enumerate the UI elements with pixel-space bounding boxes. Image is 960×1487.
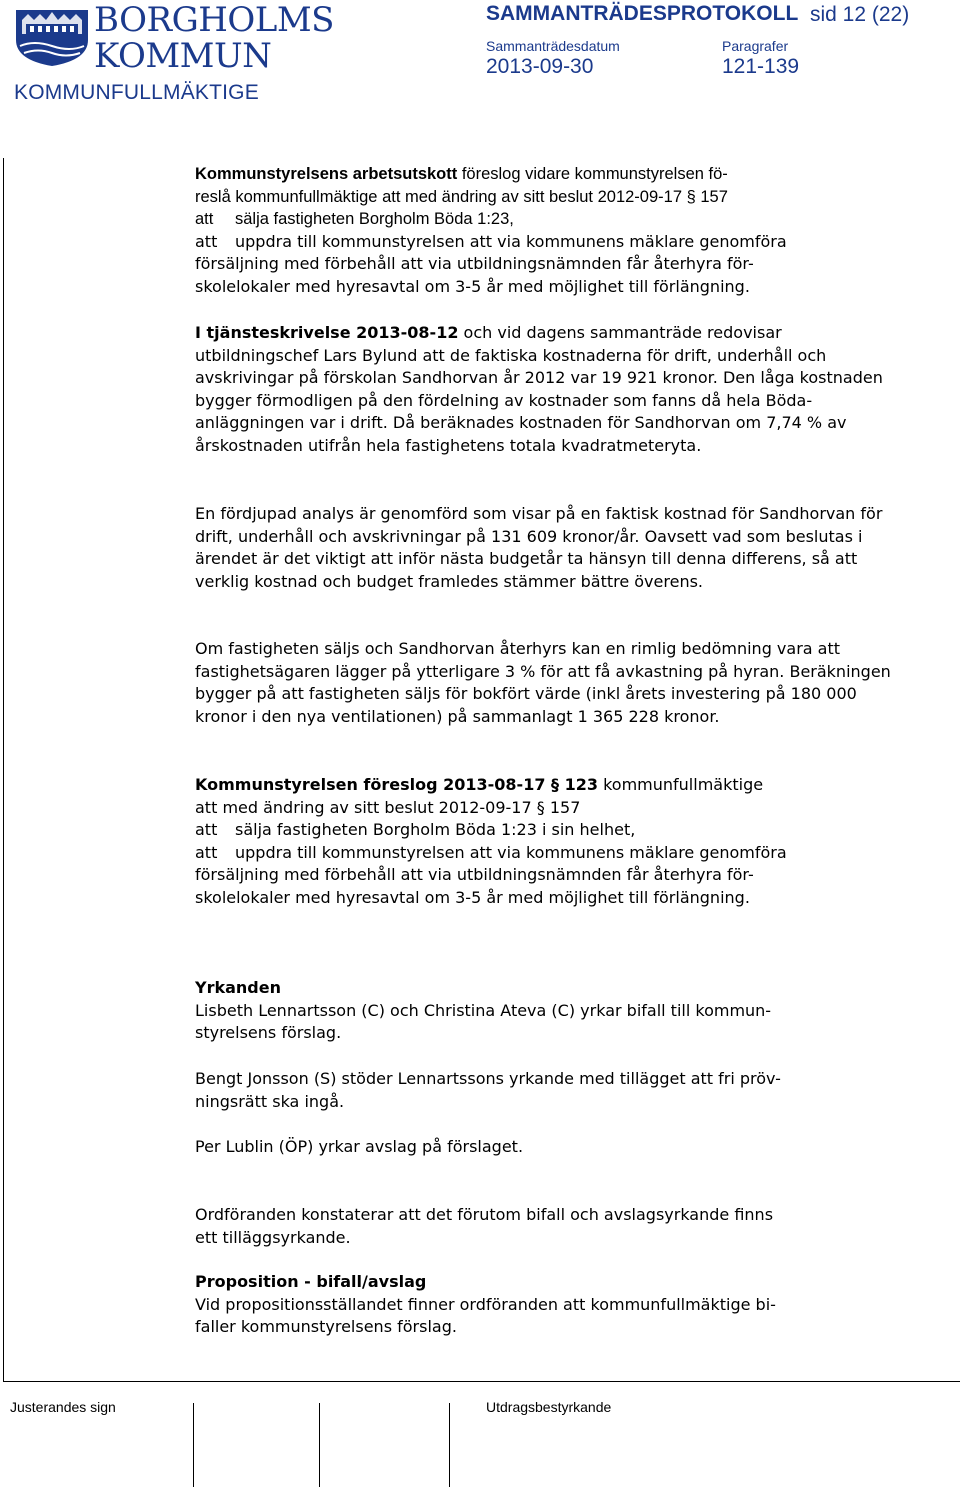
- chair-statement-line: Ordföranden konstaterar att det förutom bifall och avslagsyrkande finns: [195, 1205, 774, 1224]
- proposition-heading: Proposition - bifall/avslag: [195, 1272, 427, 1291]
- decision-item-commission-cont: försäljning med förbehåll att via utbildningsnämnden får återhyra för-: [195, 865, 754, 885]
- proposal-work-committee-intro: föreslog vidare kommunstyrelsen fö-: [457, 165, 728, 183]
- logo-wordmark-line2: KOMMUN: [94, 36, 272, 76]
- decision-item-commission: uppdra till kommunstyrelsen att via kommunens mäklare genomföra: [235, 842, 787, 862]
- proposition-section: [195, 1271, 895, 1339]
- analysis-text: En fördjupad analys är genomförd som visar på en faktisk kostnad för Sandhorvan för drift, underhåll och avskrivningar på 131 609 kronor/år. Oavsett vad som beslutas i ärendet är det viktigt att inför nästa budgetår ta hänsyn till denna differens, så att verklig kostnad och budget framledes stämmer bättre överens.: [195, 504, 883, 591]
- municipal-crest-icon: [14, 6, 90, 68]
- proposition-line: Vid propositionsställandet finner ordföranden att kommunfullmäktige bi-: [195, 1294, 776, 1314]
- proposal-executive-board: [195, 774, 895, 910]
- analysis-paragraph: [195, 503, 895, 593]
- att-word: att: [195, 842, 218, 862]
- meeting-date-value: 2013-09-30: [486, 55, 594, 78]
- motions-section: [195, 977, 895, 1045]
- motion-amendment: [195, 1068, 895, 1113]
- proposal-executive-board-line2: att med ändring av sitt beslut 2012-09-17 § 157: [195, 797, 581, 817]
- logo-wordmark-line1: BORGHOLMS: [94, 0, 334, 40]
- official-report-text: och vid dagens sammanträde redovisar utbildningschef Lars Bylund att de faktiska kostnaderna för drift, underhåll och avskrivingar på förskolan Sandhorvan år 2012 var 19 921 kronor. Den låga kostnaden bygger förmodligen på den fördelning av kostnader som fanns då hela Böda-anläggningen var i drift. Då beräknades kostnaden för Sandhorvan om 7,74 % av årskostnaden utifrån hela fastighetens totala kvadratmeteryta.: [195, 323, 883, 455]
- proposition-line: faller kommunstyrelsens förslag.: [195, 1317, 457, 1337]
- official-report-heading: I tjänsteskrivelse 2013-08-12: [195, 323, 459, 342]
- paragraphs-label: Paragrafer: [722, 38, 789, 54]
- document-title: SAMMANTRÄDESPROTOKOLL: [486, 2, 799, 25]
- official-report-paragraph: [195, 322, 895, 458]
- rent-assessment-paragraph: [195, 638, 895, 728]
- meeting-date-label: Sammanträdesdatum: [486, 38, 620, 54]
- signature-box-divider: [319, 1403, 320, 1487]
- chair-statement-line: ett tilläggsyrkande.: [195, 1227, 351, 1247]
- decision-item-commission-cont: skolelokaler med hyresavtal om 3-5 år med möjlighet till förlängning.: [195, 887, 750, 907]
- proposal-work-committee-heading: Kommunstyrelsens arbetsutskott: [195, 165, 458, 183]
- att-word: att: [195, 210, 214, 229]
- page-number: sid 12 (22): [810, 3, 910, 26]
- paragraphs-value: 121-139: [722, 55, 800, 78]
- signature-box-divider: [449, 1403, 450, 1487]
- signature-label: Justerandes sign: [10, 1399, 116, 1415]
- rent-assessment-text: Om fastigheten säljs och Sandhorvan återhyrs kan en rimlig bedömning vara att fastighetsägaren lägger på ytterligare 3 % för att få avkastning på hyran. Beräkningen bygger på att fastigheten säljs för bokfört värde (inkl årets investering på 180 000 kronor i den nya ventilationen) på sammanlagt 1 365 228 kronor.: [195, 639, 891, 726]
- motion-line: Per Lublin (ÖP) yrkar avslag på förslaget.: [195, 1137, 524, 1156]
- margin-rule-left: [3, 158, 4, 1382]
- proposal-executive-board-heading: Kommunstyrelsen föreslog 2013-08-17 § 123: [195, 775, 598, 794]
- decision-item-sell: sälja fastigheten Borgholm Böda 1:23 i sin helhet,: [235, 820, 636, 840]
- att-word: att: [195, 820, 218, 840]
- decision-item-sell: sälja fastigheten Borgholm Böda 1:23,: [235, 210, 514, 229]
- signature-box-divider: [193, 1403, 194, 1487]
- proposal-work-committee-line2: reslå kommunfullmäktige att med ändring av sitt beslut 2012-09-17 § 157: [195, 187, 728, 206]
- motion-line: styrelsens förslag.: [195, 1023, 342, 1043]
- governing-body-name: KOMMUNFULLMÄKTIGE: [14, 81, 259, 104]
- decision-item-commission-cont: skolelokaler med hyresavtal om 3-5 år med möjlighet till förlängning.: [195, 276, 750, 296]
- decision-item-commission: uppdra till kommunstyrelsen att via kommunens mäklare genomföra: [235, 231, 787, 251]
- extract-certification-label: Utdragsbestyrkande: [486, 1399, 612, 1415]
- att-word: att: [195, 231, 218, 251]
- decision-item-commission-cont: försäljning med förbehåll att via utbildningsnämnden får återhyra för-: [195, 254, 754, 274]
- proposal-executive-board-intro: kommunfullmäktige: [598, 775, 764, 794]
- motion-line: Bengt Jonsson (S) stöder Lennartssons yrkande med tillägget att fri pröv-: [195, 1069, 781, 1088]
- proposal-work-committee: [195, 163, 895, 299]
- motions-heading: Yrkanden: [195, 978, 281, 997]
- motion-line: ningsrätt ska ingå.: [195, 1091, 345, 1111]
- margin-rule-bottom: [3, 1381, 960, 1382]
- motion-rejection: [195, 1136, 895, 1159]
- chair-statement: [195, 1204, 895, 1249]
- motion-line: Lisbeth Lennartsson (C) och Christina Ateva (C) yrkar bifall till kommun-: [195, 1000, 772, 1020]
